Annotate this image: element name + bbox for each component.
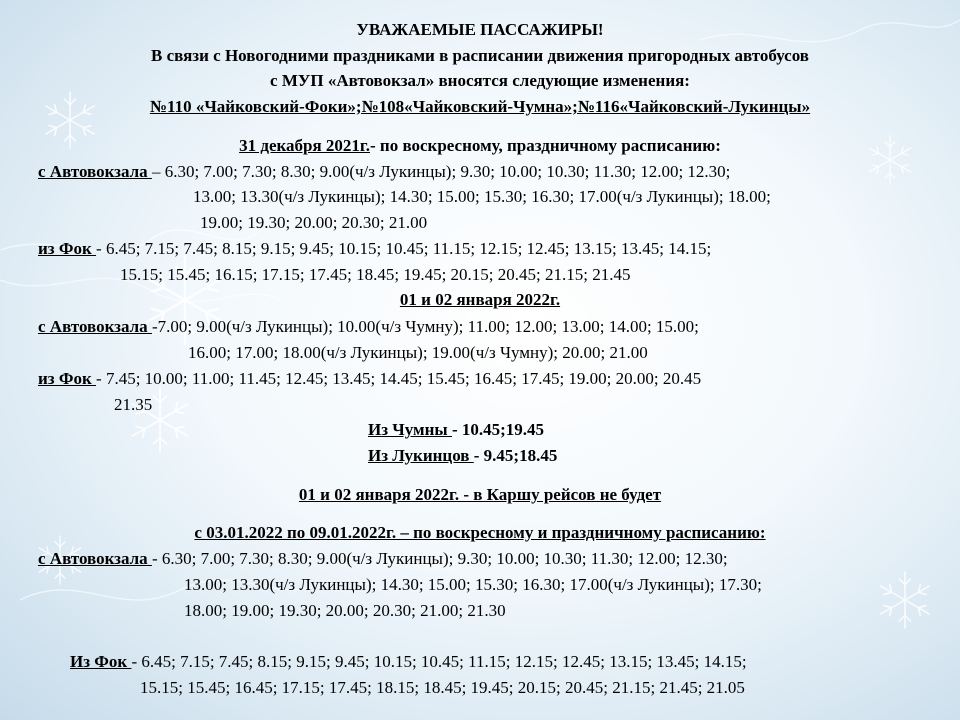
departure-label: из Фок: [38, 369, 97, 388]
departure-times: 21.35: [114, 395, 153, 414]
section-description: - по воскресному, праздничному расписанию:: [369, 136, 721, 155]
departure-times: 15.15; 15.45; 16.15; 17.15; 17.45; 18.45; 19.45; 20.15; 20.45; 21.15; 21.45: [120, 265, 631, 284]
departure-times: – 6.30; 7.00; 7.30; 8.30; 9.00(ч/з Лукинцы); 9.30; 10.00; 10.30; 11.30; 12.00; 12.30;: [151, 162, 731, 181]
schedule-row: [368, 445, 557, 466]
section-heading-jan01-02: 01 и 02 января 2022г.: [399, 290, 561, 309]
notice-intro-line: с МУП «Автовокзал» вносятся следующие изменения:: [270, 71, 690, 90]
departure-times: - 9.45;18.45: [473, 446, 558, 465]
notice-intro-line: В связи с Новогодними праздниками в расписании движения пригородных автобусов: [151, 46, 809, 65]
departure-label: Из Чумны: [368, 420, 452, 439]
schedule-row: [38, 238, 711, 259]
routes-list: №110 «Чайковский-Фоки»;№108«Чайковский-Чумна»;№116«Чайковский-Лукинцы»: [149, 97, 811, 116]
departure-times: 16.00; 17.00; 18.00(ч/з Лукинцы); 19.00(ч/з Чумну); 20.00; 21.00: [188, 343, 648, 362]
schedule-row: [38, 368, 701, 389]
karsha-notice: 01 и 02 января 2022г. - в Каршу рейсов не будет: [298, 485, 662, 504]
departure-times: - 6.30; 7.00; 7.30; 8.30; 9.00(ч/з Лукинцы); 9.30; 10.00; 10.30; 11.30; 12.00; 12.30;: [151, 549, 728, 568]
departure-label: Из Лукинцов: [368, 446, 474, 465]
departure-label: из Фок: [38, 239, 97, 258]
departure-times: - 6.45; 7.15; 7.45; 8.15; 9.15; 9.45; 10.15; 10.45; 11.15; 12.15; 12.45; 13.15; 13.45; 14.15;: [131, 652, 747, 671]
schedule-row: [38, 316, 699, 337]
section-heading-dec31: [0, 135, 960, 156]
departure-times: 18.00; 19.00; 19.30; 20.00; 20.30; 21.00; 21.30: [184, 601, 506, 620]
departure-label: с Автовокзала: [38, 317, 152, 336]
section-heading-jan03-09: с 03.01.2022 по 09.01.2022г. – по воскресному и праздничному расписанию:: [194, 523, 766, 542]
departure-times: - 10.45;19.45: [451, 420, 545, 439]
departure-times: 15.15; 15.45; 16.45; 17.15; 17.45; 18.15; 18.45; 19.45; 20.15; 20.45; 21.15; 21.45; 21.05: [140, 678, 745, 697]
departure-times: - 6.45; 7.15; 7.45; 8.15; 9.15; 9.45; 10.15; 10.45; 11.15; 12.15; 12.45; 13.15; 13.45; 14.15;: [96, 239, 712, 258]
schedule-row: [368, 419, 544, 440]
departure-times: -7.00; 9.00(ч/з Лукинцы); 10.00(ч/з Чумну); 11.00; 12.00; 13.00; 14.00; 15.00;: [151, 317, 699, 336]
departure-label: с Автовокзала: [38, 549, 152, 568]
departure-times: 19.00; 19.30; 20.00; 20.30; 21.00: [200, 213, 428, 232]
section-date: 31 декабря 2021г.: [239, 136, 370, 155]
schedule-row: [70, 651, 747, 672]
schedule-row: [38, 548, 728, 569]
departure-times: - 7.45; 10.00; 11.00; 11.45; 12.45; 13.45; 14.45; 15.45; 16.45; 17.45; 19.00; 20.00; 20.45: [96, 369, 702, 388]
notice-title: УВАЖАЕМЫЕ ПАССАЖИРЫ!: [356, 20, 604, 39]
schedule-row: [38, 161, 730, 182]
departure-times: 13.00; 13.30(ч/з Лукинцы); 14.30; 15.00; 15.30; 16.30; 17.00(ч/з Лукинцы); 17.30;: [184, 575, 762, 594]
departure-times: 13.00; 13.30(ч/з Лукинцы); 14.30; 15.00; 15.30; 16.30; 17.00(ч/з Лукинцы); 18.00;: [193, 187, 771, 206]
departure-label: Из Фок: [70, 652, 132, 671]
departure-label: с Автовокзала: [38, 162, 152, 181]
